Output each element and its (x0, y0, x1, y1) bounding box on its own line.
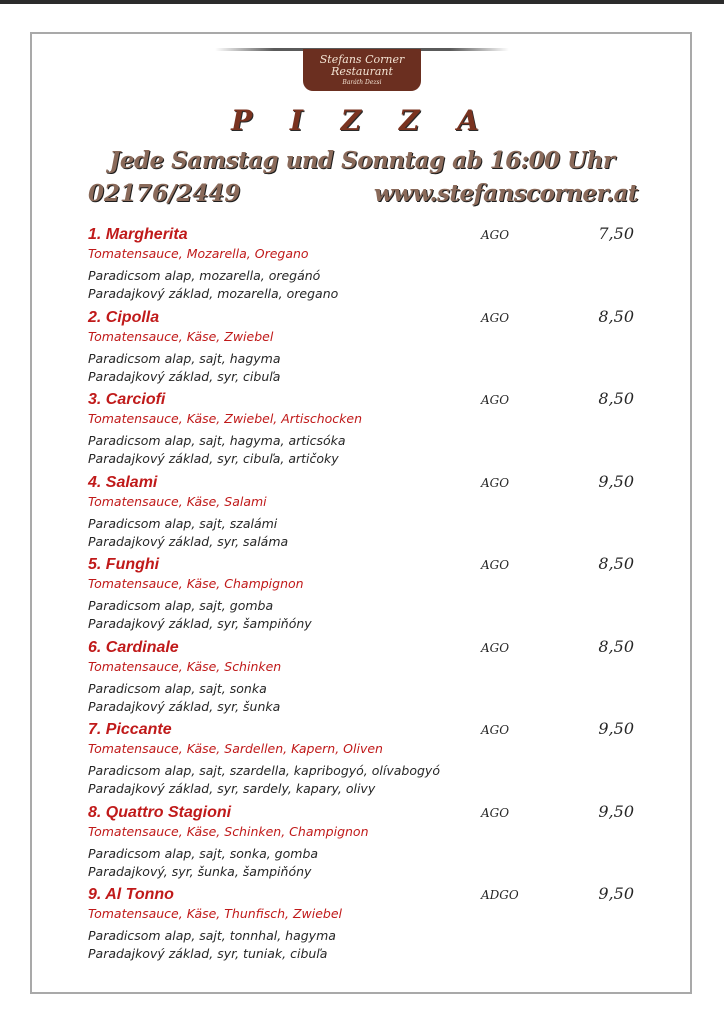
item-ingredients-de: Tomatensauce, Käse, Zwiebel (88, 328, 274, 344)
item-name: 2. Cipolla (88, 308, 160, 326)
menu-item (88, 637, 648, 720)
item-ingredients-sk: Paradajkový základ, syr, cibuľa, artičoky (88, 451, 339, 466)
item-ingredients-hu: Paradicsom alap, mozarella, oregánó (88, 268, 321, 283)
item-ingredients-de: Tomatensauce, Mozarella, Oregano (88, 246, 309, 261)
item-ingredients-de: Tomatensauce, Käse, Salami (88, 493, 267, 509)
logo-name: Stefans Corner (319, 53, 405, 66)
phone-number: 02176/2449 (88, 180, 241, 207)
item-price: 8,50 (598, 389, 634, 408)
allergen-code: AGO (481, 393, 510, 407)
allergen-code: AGO (481, 558, 510, 572)
allergen-code: ADGO (481, 888, 519, 902)
item-ingredients-de: Tomatensauce, Käse, Zwiebel, Artischocken (88, 411, 362, 426)
item-name: 4. Salami (88, 473, 158, 491)
item-name: 8. Quattro Stagioni (88, 803, 232, 821)
item-ingredients-sk: Paradajkový základ, syr, sardely, kapary, olivy (88, 781, 376, 796)
allergen-code: AGO (481, 228, 510, 242)
item-ingredients-de: Tomatensauce, Käse, Schinken, Champignon (88, 823, 369, 839)
item-ingredients-sk: Paradajkový základ, syr, saláma (88, 533, 289, 549)
opening-hours: Jede Samstag und Sonntag ab 16:00 Uhr (109, 147, 615, 174)
item-ingredients-hu: Paradicsom alap, sajt, sonka, gomba (88, 845, 319, 861)
item-ingredients-hu: Paradicsom alap, sajt, hagyma (88, 350, 281, 366)
item-ingredients-hu: Paradicsom alap, sajt, hagyma, articsóka (88, 433, 346, 448)
item-ingredients-sk: Paradajkový základ, syr, šunka (88, 698, 281, 714)
pizza-menu-list (88, 224, 648, 967)
allergen-code: AGO (481, 805, 510, 820)
item-price: 8,50 (598, 636, 634, 656)
menu-item (88, 884, 648, 967)
top-border (0, 0, 724, 4)
item-ingredients-hu: Paradicsom alap, sajt, szalámi (88, 515, 278, 531)
allergen-code: AGO (481, 310, 510, 325)
allergen-code: AGO (481, 723, 510, 737)
item-price: 9,50 (598, 471, 634, 491)
item-ingredients-hu: Paradicsom alap, sajt, sonka (88, 680, 267, 696)
item-ingredients-hu: Paradicsom alap, sajt, szardella, kapribogyó, olívabogyó (88, 763, 440, 778)
website-link: www.stefanscorner.at (373, 180, 638, 207)
menu-item (88, 719, 648, 802)
item-ingredients-de: Tomatensauce, Käse, Thunfisch, Zwiebel (88, 906, 343, 921)
item-ingredients-de: Tomatensauce, Käse, Sardellen, Kapern, Oliven (88, 741, 383, 756)
logo-owner: Baráth Dezsi (342, 79, 382, 86)
item-name: 3. Carciofi (88, 391, 166, 408)
allergen-code: AGO (481, 475, 510, 490)
item-ingredients-hu: Paradicsom alap, sajt, tonnhal, hagyma (88, 928, 336, 943)
menu-item (88, 472, 648, 555)
item-price: 9,50 (598, 719, 634, 738)
menu-item (88, 224, 648, 307)
item-ingredients-sk: Paradajkový základ, syr, šampiňóny (88, 616, 312, 631)
item-name: 5. Funghi (88, 556, 160, 573)
item-ingredients-de: Tomatensauce, Käse, Champignon (88, 576, 304, 591)
item-price: 9,50 (598, 884, 634, 903)
menu-item (88, 802, 648, 885)
item-name: 1. Margherita (88, 226, 188, 243)
item-price: 8,50 (598, 554, 634, 573)
item-price: 7,50 (598, 224, 634, 243)
item-price: 9,50 (598, 801, 634, 821)
menu-item (88, 307, 648, 390)
logo-type: Restaurant (331, 65, 393, 78)
item-ingredients-sk: Paradajkový základ, syr, tuniak, cibuľa (88, 946, 328, 961)
item-name: 6. Cardinale (88, 638, 179, 656)
item-name: 9. Al Tonno (88, 886, 174, 903)
item-ingredients-hu: Paradicsom alap, sajt, gomba (88, 598, 274, 613)
item-price: 8,50 (598, 306, 634, 326)
item-ingredients-sk: Paradajkový základ, mozarella, oregano (88, 286, 339, 301)
allergen-code: AGO (481, 640, 510, 655)
item-ingredients-de: Tomatensauce, Käse, Schinken (88, 658, 282, 674)
item-name: 7. Piccante (88, 721, 172, 738)
menu-item (88, 554, 648, 637)
item-ingredients-sk: Paradajkový, syr, šunka, šampiňóny (88, 863, 312, 879)
page-title: P I Z Z A (231, 104, 493, 137)
restaurant-logo (303, 49, 421, 91)
menu-item (88, 389, 648, 472)
item-ingredients-sk: Paradajkový základ, syr, cibuľa (88, 368, 281, 384)
